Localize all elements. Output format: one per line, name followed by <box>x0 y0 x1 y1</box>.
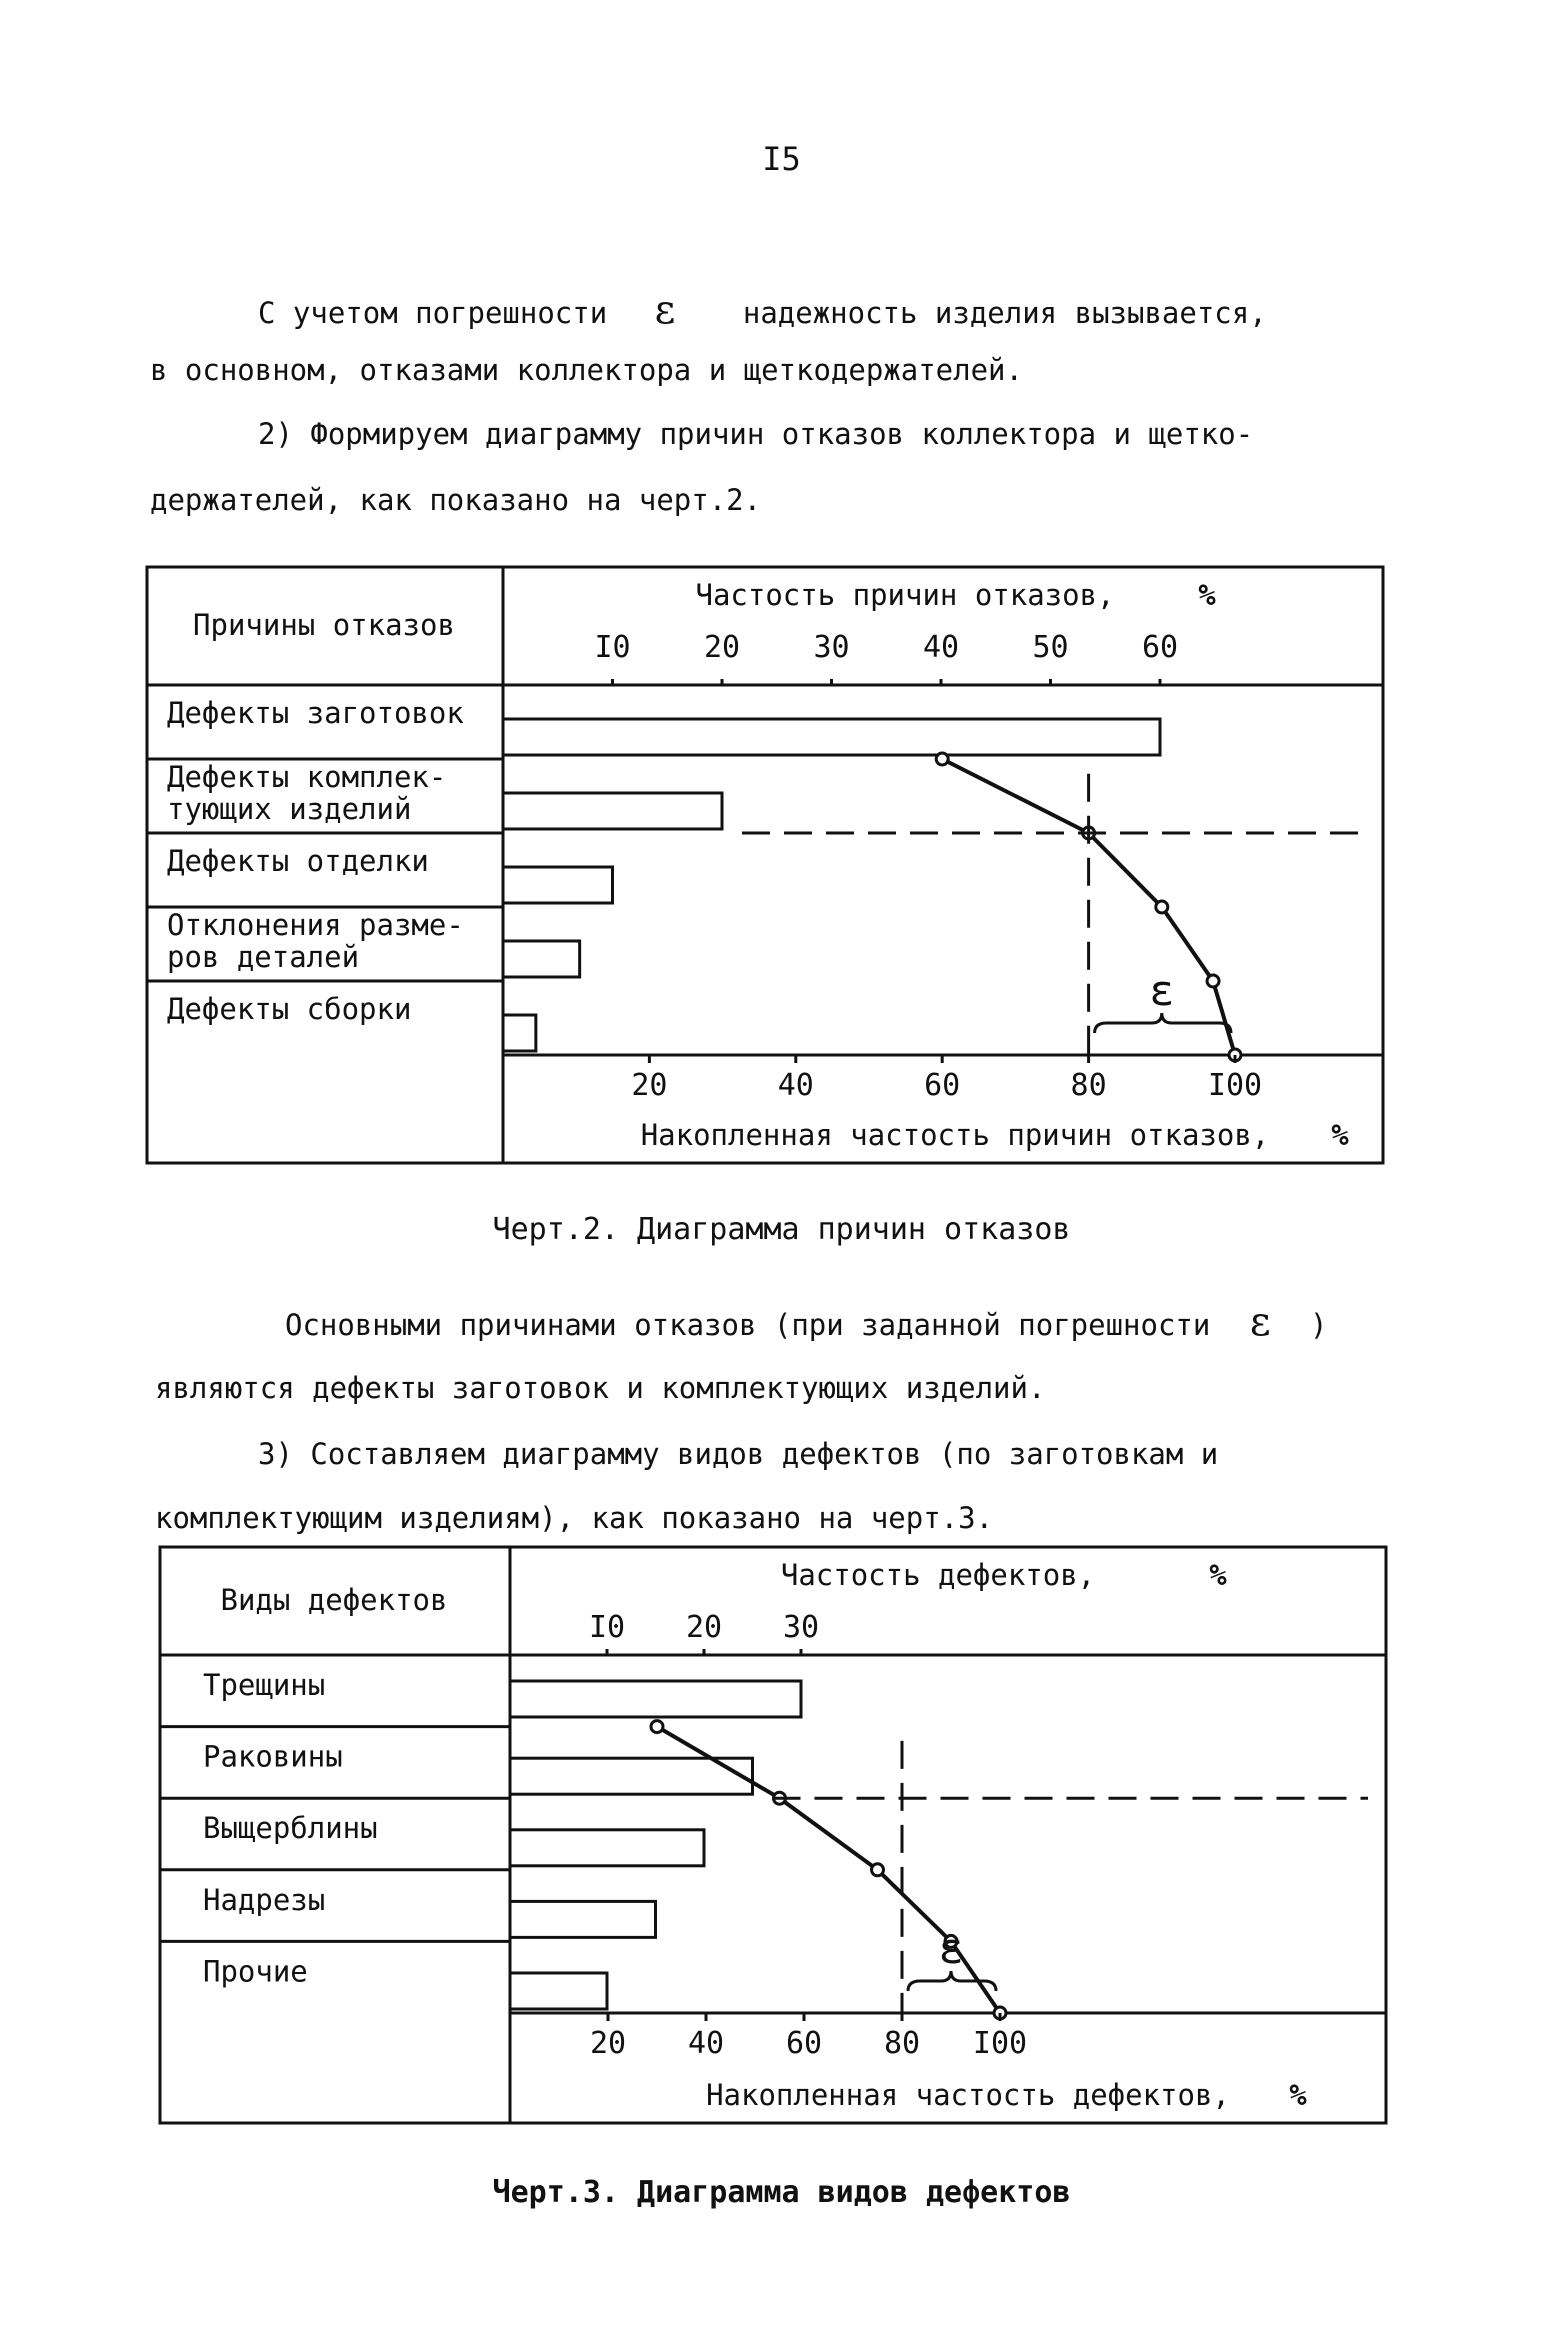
bottom-tick-label: 40 <box>687 2026 725 2061</box>
paragraph-3-text-b: ) <box>1310 1308 1328 1342</box>
paragraph-3-text-a: Основными причинами отказов (при заданной погрешности <box>285 1308 1211 1342</box>
top-tick-label: I0 <box>594 630 631 665</box>
paragraph-2-line-2: держателей, как показано на черт.2. <box>150 483 762 517</box>
page-number: I5 <box>762 140 801 178</box>
cumulative-point <box>1156 901 1168 913</box>
bottom-tick-label: I00 <box>972 2026 1028 2061</box>
row-header: Виды дефектов <box>220 1583 448 1617</box>
cumulative-point <box>1207 975 1219 987</box>
top-axis-label: Частость дефектов, <box>780 1558 1096 1592</box>
paragraph-2-line-1: 2) Формируем диаграмму причин отказов коллектора и щетко- <box>258 417 1254 451</box>
top-axis-label: Частость причин отказов, <box>695 578 1115 612</box>
bar <box>503 941 580 977</box>
bottom-tick-label: 60 <box>924 1068 961 1103</box>
cumulative-point <box>936 753 948 765</box>
bar <box>510 1901 656 1937</box>
top-axis-unit: % <box>1209 1558 1227 1592</box>
chart-defect-types <box>158 1545 1398 2135</box>
paragraph-1 <box>258 278 1267 345</box>
paragraph-1-text-b: надежность изделия вызывается, <box>742 296 1267 330</box>
bottom-tick-label: I00 <box>1207 1068 1263 1103</box>
category-label: Дефекты сборки <box>167 992 412 1026</box>
top-tick-label: 40 <box>922 630 960 665</box>
bar <box>510 1973 607 2009</box>
category-label: Выщерблины <box>203 1811 378 1846</box>
bottom-axis-label: Накопленная частость дефектов, <box>706 2078 1230 2112</box>
chart-1-caption: Черт.2. Диаграмма причин отказов <box>492 1212 1071 1247</box>
bar <box>510 1681 801 1717</box>
bar <box>503 793 722 829</box>
bottom-tick-label: 40 <box>777 1068 814 1103</box>
bar <box>510 1830 704 1866</box>
bottom-tick-label: 60 <box>785 2026 823 2061</box>
paragraph-1-text-a: С учетом погрешности <box>258 296 608 330</box>
epsilon-symbol: ε <box>1249 1299 1271 1345</box>
epsilon-symbol: ε <box>654 287 676 333</box>
chart-failure-causes <box>145 565 1385 1170</box>
category-label: Надрезы <box>203 1882 326 1917</box>
category-label: Дефекты заготовок <box>167 696 464 730</box>
paragraph-4-line-2: комплектующим изделиям), как показано на черт.3. <box>155 1501 994 1535</box>
category-label: ров деталей <box>167 940 360 974</box>
top-axis-unit: % <box>1198 578 1216 612</box>
top-tick-label: 50 <box>1032 630 1069 665</box>
top-tick-label: 30 <box>782 1610 820 1645</box>
top-tick-label: I0 <box>588 1610 626 1645</box>
bottom-tick-label: 20 <box>631 1068 668 1103</box>
category-label: Дефекты комплек- <box>167 760 447 794</box>
bar <box>503 1015 536 1051</box>
cumulative-point <box>651 1721 663 1733</box>
top-tick-label: 20 <box>685 1610 723 1645</box>
paragraph-1-cont: в основном, отказами коллектора и щеткодержателей. <box>150 353 1023 387</box>
bar <box>503 867 613 903</box>
category-label: Прочие <box>203 1954 308 1989</box>
bar <box>510 1758 753 1794</box>
category-label: тующих изделий <box>167 792 412 826</box>
category-label: Раковины <box>203 1739 343 1774</box>
row-header: Причины отказов <box>193 608 455 642</box>
paragraph-3-line-1 <box>285 1290 1328 1357</box>
category-label: Отклонения разме- <box>167 908 464 942</box>
bar <box>503 719 1160 755</box>
chart-2-caption: Черт.3. Диаграмма видов дефектов <box>492 2175 1071 2210</box>
bottom-axis-label: Накопленная частость причин отказов, <box>640 1118 1270 1152</box>
bottom-axis-unit: % <box>1331 1118 1349 1152</box>
category-label: Трещины <box>203 1668 326 1702</box>
category-label: Дефекты отделки <box>167 844 429 878</box>
paragraph-3-line-2: являются дефекты заготовок и комплектующих изделий. <box>155 1371 1046 1405</box>
paragraph-4-line-1: 3) Составляем диаграмму видов дефектов (по заготовкам и <box>258 1437 1219 1471</box>
top-tick-label: 20 <box>703 630 741 665</box>
bottom-axis-unit: % <box>1289 2078 1307 2112</box>
cumulative-point <box>872 1864 884 1876</box>
top-tick-label: 60 <box>1141 630 1179 665</box>
top-tick-label: 30 <box>813 630 850 665</box>
bottom-tick-label: 80 <box>1070 1068 1107 1103</box>
epsilon-label: ε <box>938 1924 964 1973</box>
epsilon-brace <box>1095 1013 1231 1033</box>
bottom-tick-label: 80 <box>883 2026 921 2061</box>
bottom-tick-label: 20 <box>589 2026 627 2061</box>
epsilon-label: ε <box>1149 966 1175 1015</box>
